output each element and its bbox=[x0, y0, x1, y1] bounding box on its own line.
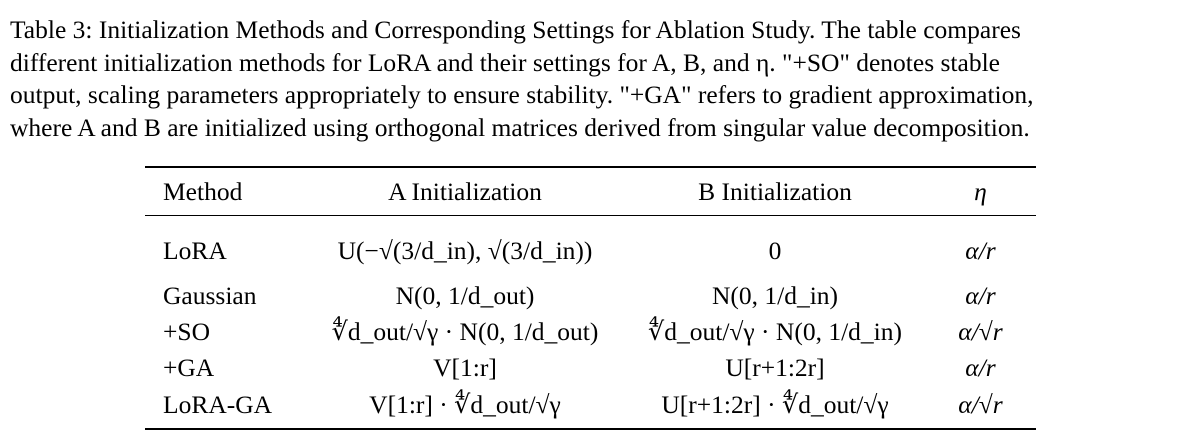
a-init-cell: U(−√(3/d_in), √(3/d_in)) bbox=[337, 236, 593, 265]
eta-cell: α/r bbox=[965, 281, 996, 310]
table-row bbox=[145, 350, 1036, 386]
a-init-cell: N(0, 1/d_out) bbox=[395, 281, 535, 310]
caption-line-3: output, scaling parameters appropriately to ensure stability. "+GA" refers to gradient approximation, bbox=[10, 80, 1034, 109]
table-row bbox=[145, 386, 1036, 424]
table-row bbox=[145, 314, 1036, 350]
b-init-cell: U[r+1:2r] bbox=[725, 353, 825, 382]
method-cell: Gaussian bbox=[163, 281, 257, 310]
header-b-initialization: B Initialization bbox=[698, 177, 852, 206]
eta-cell: α/r bbox=[965, 236, 996, 265]
table-caption bbox=[10, 14, 1180, 144]
header-eta: η bbox=[974, 177, 987, 206]
method-cell: +GA bbox=[163, 353, 215, 382]
a-init-cell: ∜d_out/√γ · N(0, 1/d_out) bbox=[331, 317, 599, 346]
eta-cell: α/√r bbox=[958, 390, 1003, 419]
table-bottom-rule bbox=[145, 428, 1036, 430]
method-cell: LoRA-GA bbox=[163, 390, 273, 419]
table-header-row bbox=[145, 170, 1036, 214]
b-init-cell: ∜d_out/√γ · N(0, 1/d_in) bbox=[648, 317, 902, 346]
table-row bbox=[145, 278, 1036, 314]
eta-cell: α/√r bbox=[958, 317, 1003, 346]
caption-line-4: where A and B are initialized using orthogonal matrices derived from singular value decomposition. bbox=[10, 112, 1030, 142]
eta-cell: α/r bbox=[965, 353, 996, 382]
table-row bbox=[145, 228, 1036, 274]
table-top-rule bbox=[145, 166, 1036, 168]
header-method: Method bbox=[163, 177, 243, 206]
caption-line-1: Table 3: Initialization Methods and Corresponding Settings for Ablation Study. The table compares bbox=[10, 15, 1021, 44]
a-init-cell: V[1:r] bbox=[433, 353, 497, 382]
b-init-cell: 0 bbox=[768, 236, 782, 265]
table-mid-rule bbox=[145, 215, 1036, 216]
a-init-cell: V[1:r] · ∜d_out/√γ bbox=[369, 390, 561, 419]
method-cell: LoRA bbox=[163, 236, 227, 265]
caption-line-2: different initialization methods for LoRA and their settings for A, B, and η. "+SO" denotes stable bbox=[10, 47, 1000, 77]
b-init-cell: N(0, 1/d_in) bbox=[711, 281, 839, 310]
method-cell: +SO bbox=[163, 317, 210, 346]
header-a-initialization: A Initialization bbox=[388, 177, 542, 206]
b-init-cell: U[r+1:2r] · ∜d_out/√γ bbox=[661, 390, 889, 419]
